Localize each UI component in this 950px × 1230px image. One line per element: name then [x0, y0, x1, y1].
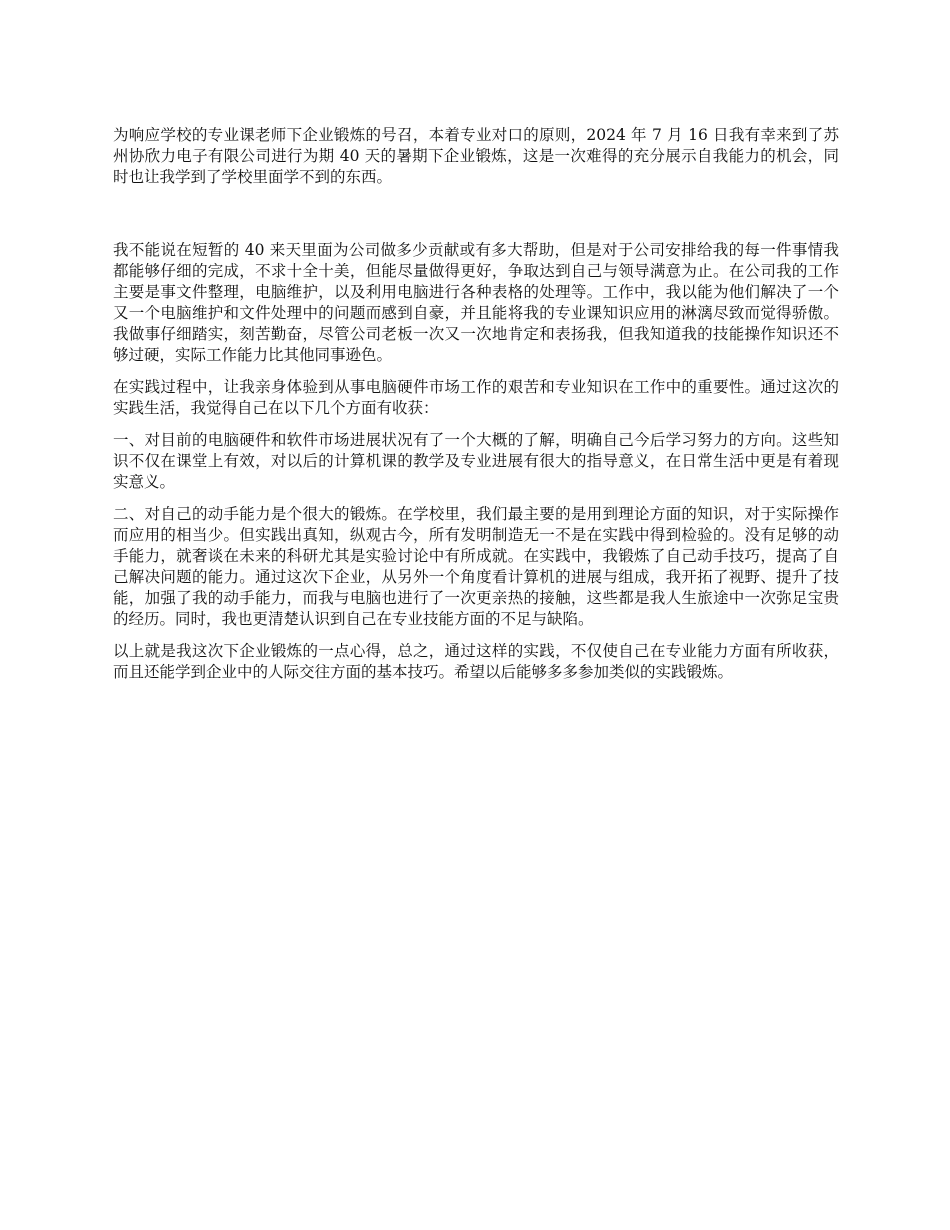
paragraph-practice-experience: 在实践过程中，让我亲身体验到从事电脑硬件市场工作的艰苦和专业知识在工作中的重要性。通过这次的实践生活，我觉得自己在以下几个方面有收获： — [113, 378, 839, 417]
paragraph-intro: 为响应学校的专业课老师下企业锻炼的号召，本着专业对口的原则，2024 年 7 月 16 日我有幸来到了苏州协欣力电子有限公司进行为期 40 天的暑期下企业锻炼，这是一次难得的充分展示自我能力的机会，同时也让我学到了学校里面学不到的东西。 — [113, 126, 839, 186]
paragraph-gain-two: 二、对自己的动手能力是个很大的锻炼。在学校里，我们最主要的是用到理论方面的知识，对于实际操作而应用的相当少。但实践出真知，纵观古今，所有发明制造无一不是在实践中得到检验的。没有足够的动手能力，就奢谈在未来的科研尤其是实验讨论中有所成就。在实践中，我锻炼了自己动手技巧，提高了自己解决问题的能力。通过这次下企业，从另外一个角度看计算机的进展与组成，我开拓了视野、提升了技能，加强了我的动手能力，而我与电脑也进行了一次更亲热的接触，这些都是我人生旅途中一次弥足宝贵的经历。同时，我也更清楚认识到自己在专业技能方面的不足与缺陷。 — [113, 505, 839, 628]
paragraph-work-summary: 我不能说在短暂的 40 来天里面为公司做多少贡献或有多大帮助，但是对于公司安排给我的每一件事情我都能够仔细的完成，不求十全十美，但能尽量做得更好，争取达到自己与领导满意为止。在公司我的工作主要是事文件整理，电脑维护，以及利用电脑进行各种表格的处理等。工作中，我以能为他们解决了一个又一个电脑维护和文件处理中的问题而感到自豪，并且能将我的专业课知识应用的淋漓尽致而觉得骄傲。我做事仔细踏实，刻苦勤奋，尽管公司老板一次又一次地肯定和表扬我，但我知道我的技能操作知识还不够过硬，实际工作能力比其他同事逊色。 — [113, 241, 839, 364]
paragraph-gain-one: 一、对目前的电脑硬件和软件市场进展状况有了一个大概的了解，明确自己今后学习努力的方向。这些知识不仅在课堂上有效，对以后的计算机课的教学及专业进展有很大的指导意义，在日常生活中更是有着现实意义。 — [113, 431, 839, 491]
document-body — [113, 125, 839, 694]
paragraph-conclusion: 以上就是我这次下企业锻炼的一点心得，总之，通过这样的实践，不仅使自己在专业能力方面有所收获，而且还能学到企业中的人际交往方面的基本技巧。希望以后能够多多参加类似的实践锻炼。 — [113, 642, 839, 681]
